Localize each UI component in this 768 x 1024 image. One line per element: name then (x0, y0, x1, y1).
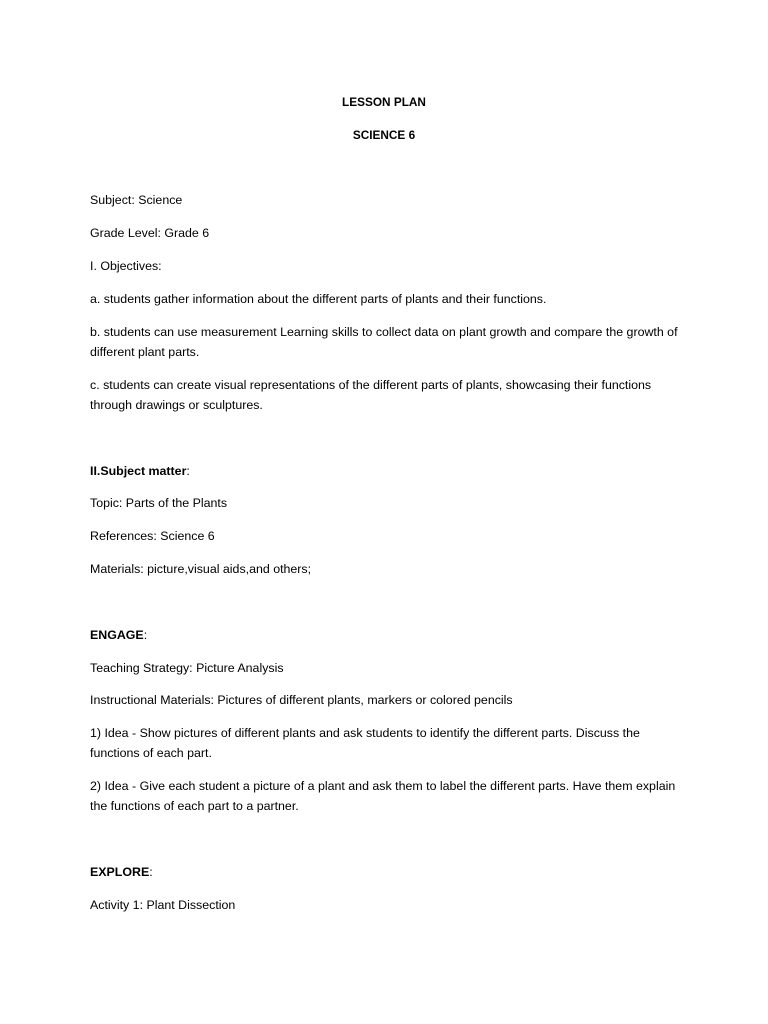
subject-line: Subject: Science (90, 193, 183, 207)
explore-colon: : (149, 865, 153, 879)
engage-idea-1: 1) Idea - Show pictures of different plants and ask students to identify the different parts. Discuss the functions of each part. (90, 726, 640, 760)
subject-matter-heading-text: II.Subject matter (90, 464, 187, 478)
objective-item-c: c. students can create visual representations of the different parts of plants, showcasing their functions through drawings or sculptures. (90, 378, 652, 412)
explore-heading-text: EXPLORE (90, 865, 150, 879)
engage-colon: : (143, 628, 148, 642)
subject-matter-colon: : (186, 464, 190, 478)
document-subtitle: SCIENCE 6 (352, 128, 416, 142)
materials-line: Materials: picture,visual aids,and others; (90, 562, 312, 576)
objective-item-b: b. students can use measurement Learning skills to collect data on plant growth and compare the growth of different plant parts. (90, 325, 678, 359)
topic-line: Topic: Parts of the Plants (90, 496, 228, 510)
engage-heading-text: ENGAGE (90, 628, 144, 642)
engage-heading (90, 625, 680, 645)
instructional-materials-line: Instructional Materials: Pictures of different plants, markers or colored pencils (90, 693, 513, 707)
references-line: References: Science 6 (90, 529, 215, 543)
grade-level-line: Grade Level: Grade 6 (90, 226, 210, 240)
document-title: LESSON PLAN (342, 95, 426, 109)
objectives-heading: I. Objectives: (90, 259, 162, 273)
explore-heading (90, 862, 680, 882)
explore-activity-1: Activity 1: Plant Dissection (90, 898, 236, 912)
subject-matter-heading (90, 461, 680, 481)
objective-item-a: a. students gather information about the different parts of plants and their functions. (90, 292, 547, 306)
teaching-strategy-line: Teaching Strategy: Picture Analysis (90, 661, 284, 675)
engage-idea-2: 2) Idea - Give each student a picture of a plant and ask them to label the different parts. Have them explain the functions of each part to a partner. (90, 779, 676, 813)
